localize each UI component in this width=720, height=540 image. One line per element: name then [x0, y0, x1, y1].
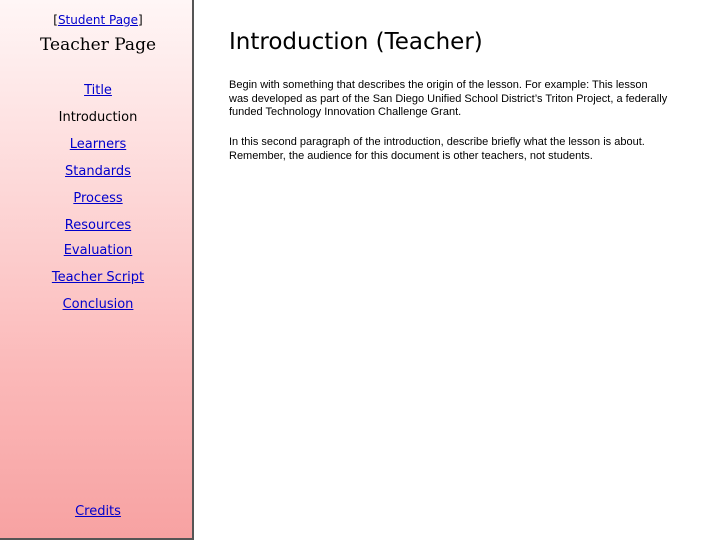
- nav-item-learners[interactable]: [0, 137, 196, 152]
- nav-link-process[interactable]: Process: [73, 191, 123, 206]
- nav-item-resources[interactable]: [0, 218, 196, 233]
- intro-paragraph-2: In this second paragraph of the introduction, describe briefly what the lesson is about. Remember, the audience for this document is other teachers, not students.: [229, 136, 645, 162]
- bracket-close: ]: [138, 13, 143, 27]
- nav-link-standards[interactable]: Standards: [65, 164, 131, 179]
- student-page-link-line: [0, 13, 196, 27]
- sidebar: [0, 0, 194, 540]
- nav-link-teacher-script[interactable]: Teacher Script: [51, 270, 145, 285]
- nav-link-conclusion[interactable]: Conclusion: [62, 297, 134, 312]
- nav-item-title[interactable]: [0, 83, 196, 98]
- page-title: Introduction (Teacher): [229, 29, 483, 55]
- student-page-link[interactable]: Student Page: [57, 13, 139, 27]
- nav-item-introduction: [0, 110, 196, 125]
- nav-item-teacher-script[interactable]: [0, 270, 196, 285]
- nav-item-process[interactable]: [0, 191, 196, 206]
- nav-item-credits[interactable]: [0, 504, 196, 519]
- nav-item-evaluation[interactable]: [0, 243, 196, 258]
- nav-link-credits[interactable]: Credits: [75, 504, 121, 519]
- intro-paragraph-1: Begin with something that describes the origin of the lesson. For example: This lesson was developed as part of the San Diego Unified School District’s Triton Project, a federally funded Technology Innovation Challenge Grant.: [229, 79, 668, 118]
- nav-link-evaluation[interactable]: Evaluation: [63, 243, 133, 258]
- nav-item-standards[interactable]: [0, 164, 196, 179]
- nav-link-resources[interactable]: Resources: [64, 218, 132, 233]
- nav-link-learners[interactable]: Learners: [69, 137, 127, 152]
- sidebar-title: Teacher Page: [39, 35, 157, 55]
- nav-current-introduction: Introduction: [58, 110, 138, 125]
- bracket-open: [: [53, 13, 58, 27]
- nav-link-title[interactable]: Title: [84, 83, 112, 98]
- nav-item-conclusion[interactable]: [0, 297, 196, 312]
